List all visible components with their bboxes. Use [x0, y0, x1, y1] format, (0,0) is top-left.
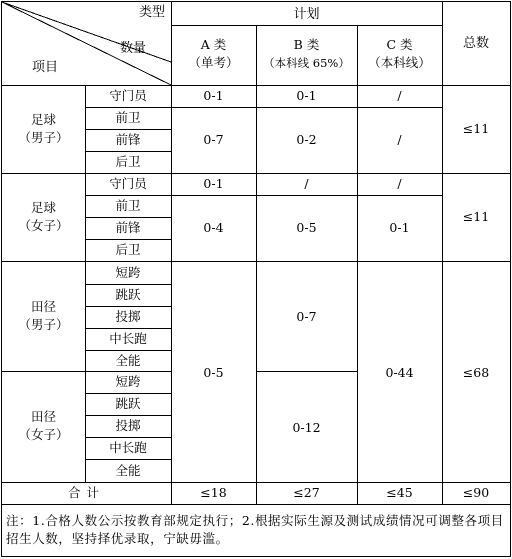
football-male-others-a: 0-7 — [203, 132, 224, 147]
header-plan-label: 计划 — [293, 7, 320, 22]
footnote: 注：1.合格人数公示按教育部规定执行；2.根据实际生源及测试成绩情况可调整各项目招生人数，坚持择优录取，宁缺毋滥。 — [6, 513, 504, 546]
track-female-b: 0-12 — [292, 420, 321, 435]
track-female-event: 短跨 — [115, 374, 141, 389]
summary-a: ≤18 — [200, 485, 227, 500]
track-female-event: 跳跃 — [115, 396, 141, 411]
football-male-position: 前锋 — [115, 132, 141, 147]
football-female-label-line1: 足球 — [30, 200, 56, 215]
track-male-event: 短跨 — [115, 265, 141, 280]
track-male-event: 跳跃 — [115, 287, 141, 302]
header-a-line2: （单考） — [188, 55, 239, 70]
track-female-event: 投掷 — [115, 418, 141, 433]
football-male-label-line1: 足球 — [30, 112, 56, 127]
header-b-line1: B 类 — [293, 37, 320, 52]
football-female-gk-b: / — [304, 176, 309, 191]
football-female-others-b: 0-5 — [296, 220, 317, 235]
football-female-position: 前锋 — [115, 220, 141, 235]
football-female-position: 后卫 — [115, 242, 141, 257]
track-female-label-line2: （女子） — [18, 427, 69, 442]
summary-total: ≤90 — [462, 485, 490, 500]
football-female-others-a: 0-4 — [203, 220, 224, 235]
track-male-event: 投掷 — [115, 309, 141, 324]
summary-c: ≤45 — [386, 485, 413, 500]
football-female-position: 前卫 — [115, 198, 141, 213]
football-male-gk-b: 0-1 — [296, 88, 317, 103]
football-female-others-c: 0-1 — [389, 220, 410, 235]
header-total-label: 总数 — [462, 36, 489, 51]
football-female-total: ≤11 — [462, 209, 490, 224]
football-male-gk-a: 0-1 — [203, 88, 224, 103]
track-male-label-line2: （男子） — [18, 317, 69, 332]
football-female-gk-c: / — [397, 176, 402, 191]
summary-b: ≤27 — [293, 485, 320, 500]
football-male-position: 后卫 — [115, 154, 141, 169]
football-female-label-line2: （女子） — [18, 218, 69, 233]
football-male-position: 守门员 — [109, 88, 147, 103]
header-quantity-label: 数量 — [120, 41, 147, 56]
football-male-total: ≤11 — [462, 121, 490, 136]
football-male-position: 前卫 — [115, 110, 141, 125]
track-c: 0-44 — [385, 365, 414, 380]
track-male-b: 0-7 — [296, 309, 317, 324]
track-total: ≤68 — [462, 365, 490, 380]
header-type-label: 类型 — [139, 5, 166, 20]
header-c-line2: （本科线） — [368, 55, 431, 70]
track-female-event: 全能 — [115, 463, 141, 478]
football-male-others-b: 0-2 — [296, 132, 317, 147]
track-female-label-line1: 田径 — [30, 409, 56, 424]
track-male-label-line1: 田径 — [30, 299, 56, 314]
football-male-label-line2: （男子） — [18, 130, 69, 145]
header-item-label: 项目 — [32, 60, 59, 75]
track-a: 0-5 — [203, 365, 224, 380]
track-male-event: 中长跑 — [109, 331, 147, 346]
track-female-event: 中长跑 — [109, 440, 147, 455]
header-a-line1: A 类 — [200, 37, 227, 52]
summary-label: 合计 — [67, 485, 105, 500]
football-male-gk-c: / — [397, 88, 402, 103]
header-b-line2: （本科线 65%） — [263, 56, 350, 70]
football-male-others-c: / — [397, 132, 402, 147]
header-c-line1: C 类 — [386, 37, 413, 52]
football-female-position: 守门员 — [109, 176, 147, 191]
football-female-gk-a: 0-1 — [203, 176, 224, 191]
track-male-event: 全能 — [115, 353, 141, 368]
